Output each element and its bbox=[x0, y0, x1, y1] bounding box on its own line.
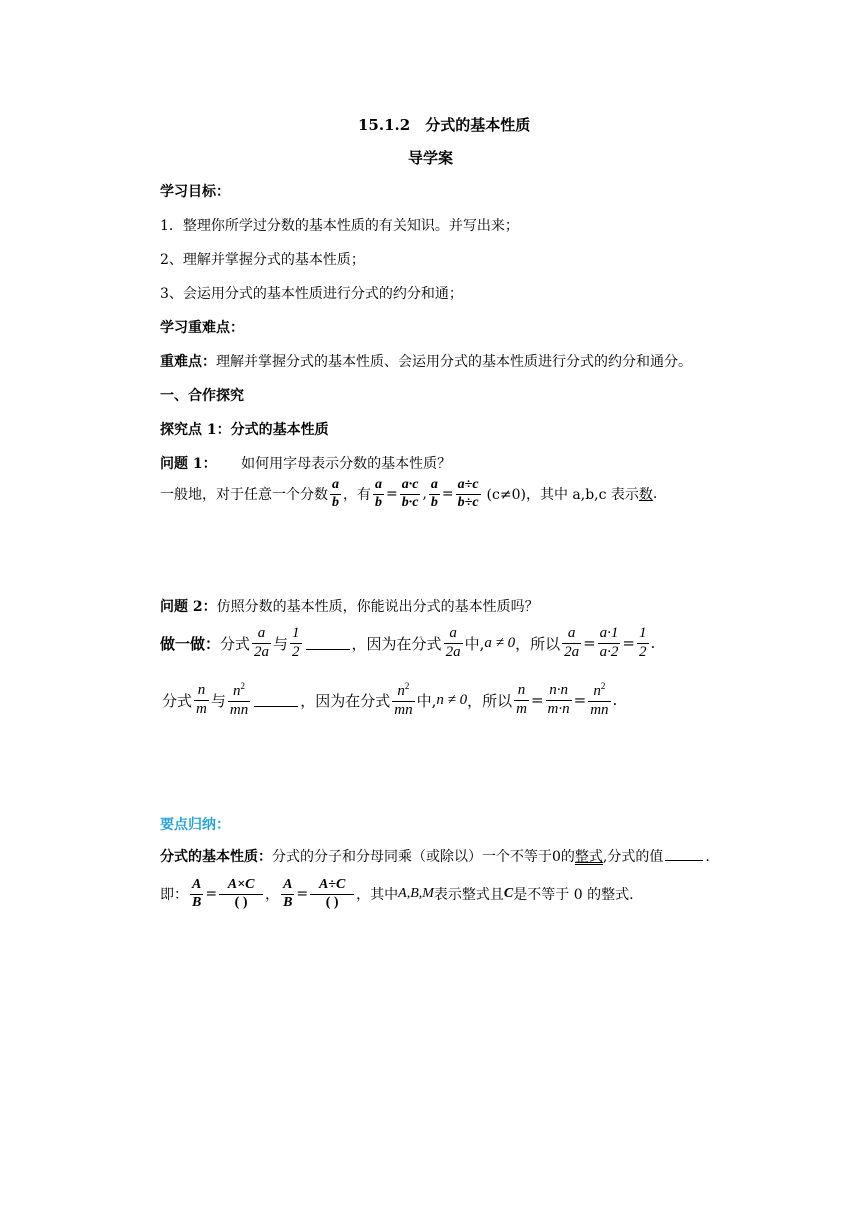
key-points-heading: 学习重难点： bbox=[160, 320, 244, 336]
fraction-ac-over-bc: $\frac{a\cdot c}{b\cdot c}$ bbox=[401, 477, 419, 510]
question-1-text: 如何用字母表示分数的基本性质？ bbox=[241, 456, 452, 472]
fraction-n-over-m: $\frac{n}{m}$ bbox=[516, 682, 527, 717]
nonzero-condition: n ≠ 0 bbox=[436, 691, 468, 708]
equals-sign: = bbox=[205, 886, 218, 903]
key-points-text: 理解并掌握分式的基本性质、会运用分式的基本性质进行分式的约分和通分。 bbox=[216, 354, 692, 370]
summary-formula-line: 即： $\frac{A}{B}$ = $\frac{A\times C}{( )}$ ， $\frac{A}{B}$ = $\frac{A\div C}{( )}$ ，其中 A,B,M 表示整式且 C 是不等于 0 的整式. bbox=[160, 877, 634, 910]
fraction-1-over-2: $\frac{1}{2}$ bbox=[292, 625, 300, 660]
and-word: 与 bbox=[210, 691, 226, 710]
fraction-n-over-m: $\frac{n}{m}$ bbox=[196, 682, 207, 717]
fraction-property-line: 一般地，对于任意一个分数 $\frac{a}{b}$ ，有 $\frac{a}{b}$ = $\frac{a\cdot c}{b\cdot c}$ , $\frac{a}{b}$ = $\frac{a\div c}{b\div c}$ (c≠0)，其中 a,b,c 表示 数 . bbox=[160, 477, 658, 510]
tail-text: ，其中 bbox=[356, 887, 399, 904]
equals-sign: = bbox=[441, 486, 454, 503]
question-1 bbox=[160, 453, 451, 473]
nonzero-condition: a ≠ 0 bbox=[484, 634, 516, 651]
objective-item: 2、理解并掌握分式的基本性质； bbox=[160, 252, 365, 268]
summary-heading: 要点归纳： bbox=[160, 817, 230, 833]
separator: ， bbox=[265, 887, 280, 904]
because-text: ，因为在分式 bbox=[351, 634, 442, 653]
so-text: ，所以 bbox=[515, 634, 561, 653]
key-points-line bbox=[160, 351, 692, 371]
have-text: ，有 bbox=[343, 487, 371, 504]
fraction-A-over-B: $\frac{A}{B}$ bbox=[192, 877, 202, 910]
answer-blank[interactable] bbox=[254, 694, 298, 707]
try-prefix: 分式 bbox=[162, 691, 193, 710]
fraction-a-over-2a: $\frac{a}{2a}$ bbox=[254, 625, 270, 660]
fraction-1-over-2: $\frac{1}{2}$ bbox=[639, 625, 647, 660]
fraction-a-over-b: $\frac{a}{b}$ bbox=[332, 477, 339, 510]
fraction-n2-over-mn: $\frac{n^2}{mn}$ bbox=[590, 681, 609, 718]
condition-text: (c≠0)，其中 a,b,c 表示 bbox=[486, 487, 639, 504]
objective-item: 1．整理你所学过分数的基本性质的有关知识。并写出来； bbox=[160, 218, 519, 234]
whole-word: 整式 bbox=[574, 849, 603, 865]
objective-item: 3、会运用分式的基本性质进行分式的约分和通； bbox=[160, 286, 463, 302]
mid-text: 中, bbox=[464, 634, 485, 653]
tail-vars: A,B,M bbox=[398, 886, 434, 902]
question-2-label: 问题 2： bbox=[160, 599, 217, 615]
fraction-a-over-2a: $\frac{a}{2a}$ bbox=[564, 625, 580, 660]
because-text: ，因为在分式 bbox=[300, 691, 391, 710]
question-2 bbox=[160, 596, 539, 616]
page-subtitle: 导学案 bbox=[408, 149, 454, 167]
key-points-label: 重难点： bbox=[160, 354, 216, 370]
fraction-n2-over-mn: $\frac{n^2}{mn}$ bbox=[394, 681, 413, 718]
mid-text: 中, bbox=[416, 691, 437, 710]
summary-label: 分式的基本性质： bbox=[160, 849, 272, 865]
explore-point-label: 探究点 1：分式的基本性质 bbox=[160, 422, 329, 438]
so-text: ，所以 bbox=[467, 691, 513, 710]
fraction-a1-over-a2: $\frac{a\cdot 1}{a\cdot 2}$ bbox=[599, 625, 619, 660]
line-prefix: 一般地，对于任意一个分数 bbox=[160, 487, 328, 504]
summary-text: 分式的分子和分母同乘（或除以）一个不等于 bbox=[272, 849, 552, 865]
fraction-AxC-over-blank: $\frac{A\times C}{( )}$ bbox=[219, 878, 263, 910]
equals-sign: = bbox=[573, 691, 587, 710]
equals-sign: = bbox=[386, 486, 398, 503]
and-word: 与 bbox=[273, 634, 289, 653]
fraction-a-over-2a: $\frac{a}{2a}$ bbox=[445, 625, 461, 660]
equals-sign: = bbox=[530, 691, 544, 710]
summary-property-line: 分式的基本性质：分式的分子和分母同乘（或除以）一个不等于0的整式,分式的值 . bbox=[160, 849, 710, 865]
fraction-a-over-b: $\frac{a}{b}$ bbox=[375, 477, 382, 510]
fraction-adc-over-bdc: $\frac{a\div c}{b\div c}$ bbox=[457, 477, 479, 510]
page-title: 15.1.2 分式的基本性质 bbox=[358, 116, 531, 134]
period: . bbox=[612, 691, 618, 710]
try-label: 做一做： bbox=[160, 634, 221, 653]
fraction-AdC-over-blank: $\frac{A\div C}{( )}$ bbox=[310, 878, 354, 910]
fraction-A-over-B: $\frac{A}{B}$ bbox=[283, 877, 293, 910]
equals-sign: = bbox=[583, 634, 596, 653]
tail-c: C bbox=[503, 886, 514, 902]
equals-sign: = bbox=[296, 886, 309, 903]
number-word: 数 bbox=[638, 487, 653, 504]
question-2-text: 仿照分数的基本性质，你能说出分式的基本性质吗？ bbox=[216, 599, 539, 615]
answer-blank[interactable] bbox=[306, 637, 350, 650]
period: . bbox=[652, 486, 658, 503]
equals-sign: = bbox=[622, 634, 635, 653]
fraction-nn-over-mn: $\frac{n\cdot n}{m\cdot n}$ bbox=[547, 682, 570, 717]
try-line-2 bbox=[162, 682, 617, 719]
fraction-n2-over-mn: $\frac{n^2}{mn}$ bbox=[229, 681, 249, 718]
try-line-1 bbox=[160, 626, 655, 661]
objectives-heading: 学习目标： bbox=[160, 184, 230, 200]
section-heading: 一、合作探究 bbox=[160, 388, 244, 404]
ie-text: 即： bbox=[160, 887, 188, 904]
try-prefix: 分式 bbox=[220, 634, 251, 653]
answer-blank[interactable] bbox=[665, 848, 703, 861]
question-1-label: 问题 1： bbox=[160, 456, 217, 472]
period: . bbox=[650, 634, 656, 653]
fraction-a-over-b: $\frac{a}{b}$ bbox=[430, 477, 438, 510]
